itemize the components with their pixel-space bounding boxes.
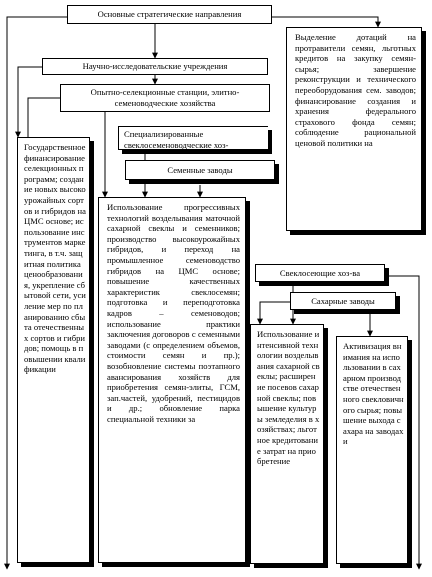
beet-farms-box bbox=[255, 264, 385, 282]
sugar-plants-box bbox=[290, 292, 396, 310]
research-institutions-box bbox=[42, 58, 268, 75]
state-financing-text: Государственное финансирование селекционных программ; создание новых высокоурожайных сортов и гибридов на ЦМС основе; использование инструментов маркетинга, в т.ч. защитная политика ценообразования, укрепление сбытовой сети, усиление мер по планированию сбыта отечественных сортов и гибридов; помощь в повышении квалификации bbox=[24, 142, 86, 375]
strategic-directions-label: Основные стратегические направления bbox=[97, 9, 242, 20]
subsidies-text: Выделение дотаций на протравители семян, льготных кредитов на закупку семян-сырья; завершение реконструкции и технического переоборудования сем. заводов; финансирование создания и хранения федерального страхового фонда семян; соблюдение рациональной ценовой политики на bbox=[295, 32, 416, 148]
strategic-directions-box bbox=[67, 5, 272, 24]
seed-plants-label: Семенные заводы bbox=[167, 164, 233, 175]
state-financing-box bbox=[17, 137, 90, 563]
connector-sugar-to-activation bbox=[360, 310, 370, 336]
specialized-farms-box bbox=[118, 126, 268, 150]
specialized-farms-label: Специализированные свеклосеменоводческие хоз- bbox=[124, 129, 229, 150]
research-institutions-label: Научно-исследовательские учреждения bbox=[82, 61, 228, 72]
connector-stations-to-state bbox=[28, 98, 60, 137]
activation-text: Активизация внимания на использовании в сахарном производстве отечественного свекловичного сырья; повышение выхода сахара на заводах и bbox=[343, 341, 404, 447]
connector-research-to-state bbox=[18, 67, 42, 137]
activation-box bbox=[336, 336, 408, 564]
subsidies-box bbox=[286, 27, 422, 231]
breeding-stations-box bbox=[60, 84, 270, 112]
intensive-technology-box bbox=[250, 324, 324, 564]
intensive-technology-text: Использование интенсивной технологии возделывания сахарной свеклы; расширение посевов сахарной свеклы; повышение культуры земледелия в хозяйствах; льготное кредитование затрат на приобретение bbox=[257, 329, 320, 467]
breeding-stations-label: Опытно-селекционные станции, элитно-семеноводческие хозяйства bbox=[90, 87, 240, 108]
connector-right-rail bbox=[272, 17, 378, 27]
beet-farms-label: Свеклосеющие хоз-ва bbox=[279, 267, 361, 278]
technology-measures-text: Использование прогрессивных технологий возделывания маточной сахарной свеклы и семенников; производство высокоурожайных гибридов, и переход на промышленное семеноводство гибридов на ЦМС основе; повышение качественных характеристик свеклосемян; подготовка и переподготовка кадров – семеноводов; использование практики заключения договоров с семенными заводами (с определением объемов, стоимости семян и пр.); возобновление системы поэтапного авансирования хозяйств для приобретения семян-элиты, ГСМ, зап.частей, удобрений, пестицидов и др.; обновление парка специальной техники за bbox=[107, 202, 240, 424]
seed-plants-box bbox=[125, 160, 275, 180]
technology-measures-box bbox=[98, 197, 246, 563]
sugar-plants-label: Сахарные заводы bbox=[311, 295, 375, 306]
